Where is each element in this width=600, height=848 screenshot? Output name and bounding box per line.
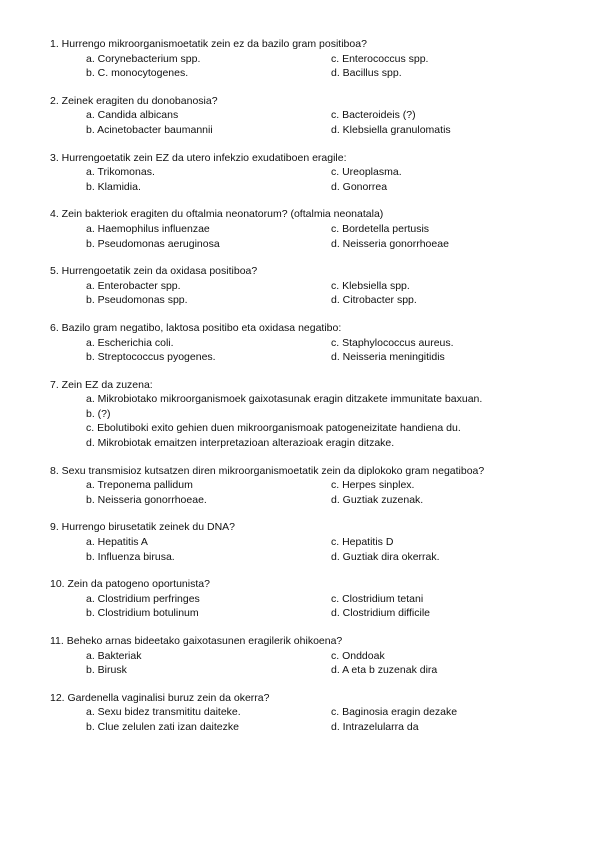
question-text: 3. Hurrengoetatik zein EZ da utero infekzio exudatiboen eragile:	[50, 151, 347, 164]
answer-option: c. Enterococcus spp.	[331, 52, 429, 65]
answer-option: d. Gonorrea	[331, 180, 388, 193]
question-11	[50, 634, 570, 678]
question-12	[50, 691, 570, 735]
answer-options	[86, 705, 570, 734]
answer-option: d. Klebsiella granulomatis	[331, 123, 451, 136]
answer-option: d. Citrobacter spp.	[331, 294, 417, 307]
question-9	[50, 520, 570, 564]
answer-option: c. Ureoplasma.	[331, 166, 402, 179]
answer-options	[86, 336, 570, 365]
question-text: 10. Zein da patogeno oportunista?	[50, 578, 210, 591]
answer-option: d. Bacillus spp.	[331, 67, 402, 80]
answer-option: d. Mikrobiotak emaitzen interpretazioan alterazioak eragin ditzake.	[86, 437, 395, 450]
answer-option: b. Pseudomonas spp.	[86, 294, 188, 307]
answer-option: c. Bacteroideis (?)	[331, 109, 416, 122]
answer-option: c. Herpes sinplex.	[331, 479, 415, 492]
answer-option: a. Haemophilus influenzae	[86, 222, 210, 235]
question-3	[50, 151, 570, 195]
answer-option: c. Ebolutiboki exito gehien duen mikroorganismoak patogeneizitate handiena du.	[86, 422, 461, 435]
answer-options	[86, 592, 570, 621]
question-text: 8. Sexu transmisioz kutsatzen diren mikroorganismoetatik zein da diplokoko gram negatiboa?	[50, 464, 485, 477]
answer-option: d. Neisseria gonorrhoeae	[331, 237, 449, 250]
question-8	[50, 464, 570, 508]
question-text: 5. Hurrengoetatik zein da oxidasa positiboa?	[50, 265, 258, 278]
answer-options	[86, 108, 570, 137]
answer-option: a. Sexu bidez transmititu daiteke.	[86, 706, 241, 719]
answer-options	[86, 649, 570, 678]
answer-option: b. C. monocytogenes.	[86, 67, 189, 80]
answer-option: a. Clostridium perfringes	[86, 592, 200, 605]
answer-option: d. Guztiak dira okerrak.	[331, 550, 440, 563]
answer-option: d. A eta b zuzenak dira	[331, 664, 438, 677]
answer-option: a. Bakteriak	[86, 649, 142, 662]
answer-option: b. Streptococcus pyogenes.	[86, 351, 216, 364]
question-6	[50, 321, 570, 365]
answer-option: b. Neisseria gonorrhoeae.	[86, 493, 207, 506]
question-text: 9. Hurrengo birusetatik zeinek du DNA?	[50, 521, 236, 534]
answer-option: b. Klamidia.	[86, 180, 141, 193]
answer-option: a. Trikomonas.	[86, 166, 155, 179]
answer-option: b. Influenza birusa.	[86, 550, 175, 563]
question-4	[50, 207, 570, 251]
question-text: 6. Bazilo gram negatibo, laktosa positibo eta oxidasa negatibo:	[50, 321, 342, 334]
answer-option: c. Onddoak	[331, 649, 385, 662]
answer-option: c. Hepatitis D	[331, 536, 394, 549]
question-text: 4. Zein bakteriok eragiten du oftalmia neonatorum? (oftalmia neonatala)	[50, 208, 384, 221]
answer-option: a. Treponema pallidum	[86, 479, 193, 492]
answer-option: a. Candida albicans	[86, 109, 179, 122]
answer-option: b. Pseudomonas aeruginosa	[86, 237, 220, 250]
answer-option: b. (?)	[86, 407, 111, 420]
quiz-document	[50, 37, 570, 748]
answer-option: c. Klebsiella spp.	[331, 279, 410, 292]
answer-option: b. Clostridium botulinum	[86, 607, 199, 620]
answer-option: b. Clue zelulen zati izan daitezke	[86, 720, 239, 733]
answer-option: d. Neisseria meningitidis	[331, 351, 445, 364]
answer-options	[86, 392, 570, 450]
answer-option: a. Escherichia coli.	[86, 336, 174, 349]
answer-option: a. Mikrobiotako mikroorganismoek gaixotasunak eragin ditzakete immunitate baxuan.	[86, 393, 483, 406]
answer-options	[86, 535, 570, 564]
question-text: 2. Zeinek eragiten du donobanosia?	[50, 94, 218, 107]
answer-options	[86, 279, 570, 308]
question-text: 12. Gardenella vaginalisi buruz zein da okerra?	[50, 691, 270, 704]
answer-option: b. Acinetobacter baumannii	[86, 123, 213, 136]
answer-options	[86, 52, 570, 81]
question-1	[50, 37, 570, 81]
answer-option: a. Hepatitis A	[86, 536, 148, 549]
question-text: 7. Zein EZ da zuzena:	[50, 378, 153, 391]
answer-option: c. Clostridium tetani	[331, 592, 424, 605]
answer-option: c. Baginosia eragin dezake	[331, 706, 458, 719]
question-7	[50, 378, 570, 451]
question-text: 11. Beheko arnas bideetako gaixotasunen eragilerik ohikoena?	[50, 635, 343, 647]
answer-options	[86, 478, 570, 507]
question-5	[50, 264, 570, 308]
question-10	[50, 577, 570, 621]
answer-option: d. Clostridium difficile	[331, 607, 431, 620]
question-2	[50, 94, 570, 138]
answer-option: c. Bordetella pertusis	[331, 222, 430, 235]
answer-options	[86, 222, 570, 251]
answer-option: c. Staphylococcus aureus.	[331, 336, 454, 349]
answer-option: b. Birusk	[86, 664, 127, 677]
answer-options	[86, 165, 570, 194]
answer-option: d. Intrazelularra da	[331, 720, 419, 733]
question-text: 1. Hurrengo mikroorganismoetatik zein ez da bazilo gram positiboa?	[50, 38, 367, 50]
answer-option: a. Corynebacterium spp.	[86, 52, 201, 65]
answer-option: d. Guztiak zuzenak.	[331, 493, 424, 506]
answer-option: a. Enterobacter spp.	[86, 279, 181, 292]
